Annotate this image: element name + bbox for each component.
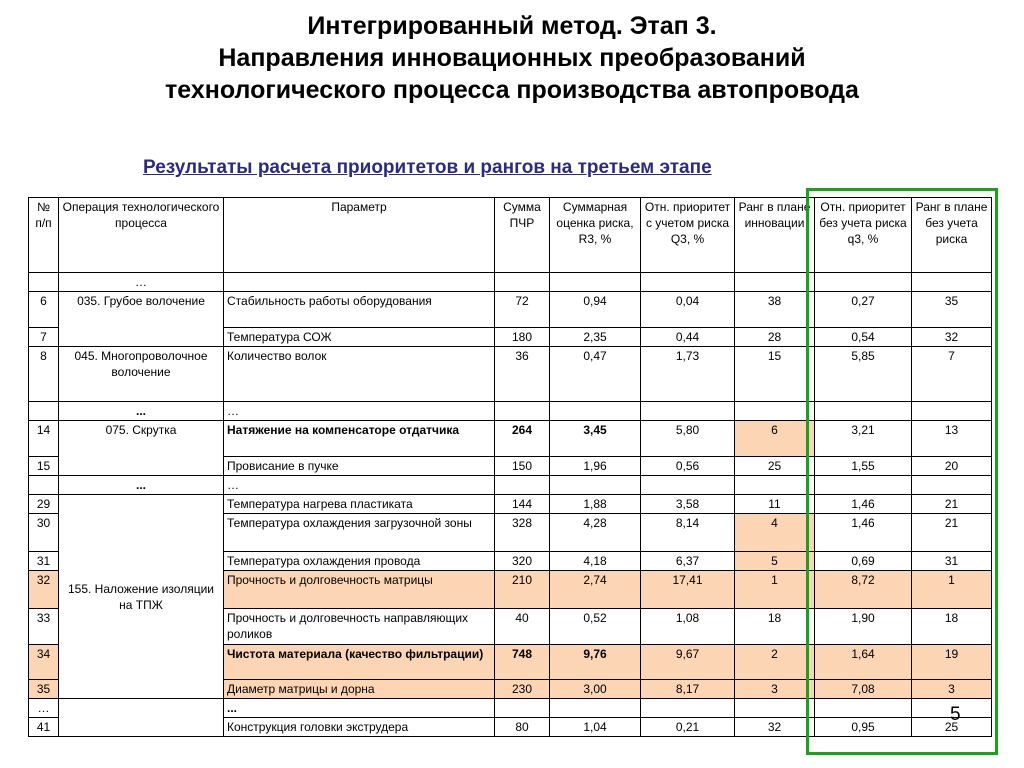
q3-cell: 0,44	[641, 328, 735, 347]
ellipsis-cell: …	[29, 699, 59, 718]
pchr-cell: 40	[495, 609, 550, 645]
rank-cell: 5	[735, 552, 815, 571]
param-cell: Температура нагрева пластиката	[224, 495, 495, 514]
ellipsis-cell: …	[59, 273, 224, 292]
param-cell: Диаметр матрицы и дорна	[224, 680, 495, 699]
ellipsis-row	[29, 273, 992, 292]
q3n-cell: 8,72	[815, 571, 912, 609]
rank-cell: 38	[735, 292, 815, 328]
row-num: 33	[29, 609, 59, 645]
pchr-cell: 180	[495, 328, 550, 347]
priorities-table	[28, 197, 992, 737]
param-cell: Температура охлаждения провода	[224, 552, 495, 571]
rankn-cell: 13	[912, 421, 992, 457]
risk-cell: 2,74	[550, 571, 641, 609]
q3n-cell: 0,69	[815, 552, 912, 571]
rank-cell: 25	[735, 457, 815, 476]
table-row	[29, 495, 992, 514]
q3-cell: 8,14	[641, 514, 735, 552]
rank-cell: 1	[735, 571, 815, 609]
param-cell: Провисание в пучке	[224, 457, 495, 476]
table-header-row	[29, 198, 992, 273]
rank-cell: 11	[735, 495, 815, 514]
pchr-cell: 72	[495, 292, 550, 328]
q3n-cell: 7,08	[815, 680, 912, 699]
ellipsis-row	[29, 402, 992, 421]
table-row	[29, 421, 992, 457]
risk-cell: 1,04	[550, 718, 641, 737]
rankn-cell: 32	[912, 328, 992, 347]
q3n-cell: 0,54	[815, 328, 912, 347]
pchr-cell: 230	[495, 680, 550, 699]
table-row	[29, 292, 992, 328]
rankn-cell: 21	[912, 514, 992, 552]
row-num: 15	[29, 457, 59, 476]
header-rank: Ранг в плане инновации	[735, 198, 815, 273]
risk-cell: 0,52	[550, 609, 641, 645]
risk-cell: 0,47	[550, 347, 641, 402]
rankn-cell: 7	[912, 347, 992, 402]
pchr-cell: 144	[495, 495, 550, 514]
rankn-cell: 21	[912, 495, 992, 514]
ellipsis-cell: ...	[59, 402, 224, 421]
row-num: 7	[29, 328, 59, 347]
param-cell: Прочность и долговечность матрицы	[224, 571, 495, 609]
param-cell: Натяжение на компенсаторе отдатчика	[224, 421, 495, 457]
q3-cell: 0,04	[641, 292, 735, 328]
ellipsis-row	[29, 699, 992, 718]
header-param: Параметр	[224, 198, 495, 273]
header-sum-pchr: Сумма ПЧР	[495, 198, 550, 273]
table-row	[29, 347, 992, 402]
param-cell: Температура СОЖ	[224, 328, 495, 347]
param-cell: Количество волок	[224, 347, 495, 402]
header-num: № п/п	[29, 198, 59, 273]
ellipsis-cell: …	[224, 476, 495, 495]
pchr-cell: 264	[495, 421, 550, 457]
pchr-cell: 320	[495, 552, 550, 571]
q3-cell: 5,80	[641, 421, 735, 457]
operation-cell: 075. Скрутка	[59, 421, 224, 476]
q3n-cell: 1,46	[815, 495, 912, 514]
rankn-cell: 3	[912, 680, 992, 699]
pchr-cell: 328	[495, 514, 550, 552]
row-num: 34	[29, 645, 59, 680]
pchr-cell: 150	[495, 457, 550, 476]
risk-cell: 2,35	[550, 328, 641, 347]
header-prio-risk: Отн. приоритет с учетом риска Q3, %	[641, 198, 735, 273]
table-subtitle: Результаты расчета приоритетов и рангов на третьем этапе	[143, 157, 712, 178]
risk-cell: 3,00	[550, 680, 641, 699]
rankn-cell: 19	[912, 645, 992, 680]
operation-cell: 155. Наложение изоляции на ТПЖ	[59, 495, 224, 699]
pchr-cell: 36	[495, 347, 550, 402]
q3-cell: 0,56	[641, 457, 735, 476]
title-line-2: Направления инновационных преобразований	[218, 44, 806, 72]
q3n-cell: 1,46	[815, 514, 912, 552]
ellipsis-cell: ...	[59, 476, 224, 495]
rank-cell: 32	[735, 718, 815, 737]
header-risk: Суммарная оценка риска, R3, %	[550, 198, 641, 273]
q3-cell: 0,21	[641, 718, 735, 737]
q3n-cell: 0,95	[815, 718, 912, 737]
row-num: 31	[29, 552, 59, 571]
param-cell: Температура охлаждения загрузочной зоны	[224, 514, 495, 552]
rankn-cell: 31	[912, 552, 992, 571]
row-num: 32	[29, 571, 59, 609]
slide-title	[0, 10, 1024, 106]
title-line-3: технологического процесса производства автопровода	[165, 76, 859, 104]
row-num: 6	[29, 292, 59, 328]
param-cell: Чистота материала (качество фильтрации)	[224, 645, 495, 680]
param-cell: Стабильность работы оборудования	[224, 292, 495, 328]
ellipsis-cell: ...	[224, 699, 495, 718]
q3n-cell: 0,27	[815, 292, 912, 328]
q3-cell: 8,17	[641, 680, 735, 699]
q3-cell: 1,08	[641, 609, 735, 645]
q3n-cell: 5,85	[815, 347, 912, 402]
pchr-cell: 80	[495, 718, 550, 737]
rankn-cell: 1	[912, 571, 992, 609]
risk-cell: 9,76	[550, 645, 641, 680]
pchr-cell: 748	[495, 645, 550, 680]
q3n-cell: 1,55	[815, 457, 912, 476]
rank-cell: 6	[735, 421, 815, 457]
risk-cell: 4,28	[550, 514, 641, 552]
q3-cell: 6,37	[641, 552, 735, 571]
q3-cell: 17,41	[641, 571, 735, 609]
operation-cell: 035. Грубое волочение	[59, 292, 224, 347]
header-prio-norisk: Отн. приоритет без учета риска q3, %	[815, 198, 912, 273]
page-number: 5	[950, 704, 961, 725]
q3n-cell: 1,64	[815, 645, 912, 680]
rank-cell: 15	[735, 347, 815, 402]
ellipsis-cell: …	[224, 402, 495, 421]
row-num: 29	[29, 495, 59, 514]
q3n-cell: 3,21	[815, 421, 912, 457]
rank-cell: 28	[735, 328, 815, 347]
header-rank-norisk: Ранг в плане без учета риска	[912, 198, 992, 273]
row-num: 41	[29, 718, 59, 737]
rankn-cell: 18	[912, 609, 992, 645]
risk-cell: 3,45	[550, 421, 641, 457]
ellipsis-row	[29, 476, 992, 495]
q3-cell: 9,67	[641, 645, 735, 680]
rank-cell: 3	[735, 680, 815, 699]
q3-cell: 1,73	[641, 347, 735, 402]
risk-cell: 1,88	[550, 495, 641, 514]
rankn-cell: 20	[912, 457, 992, 476]
operation-cell: 045. Многопроволочное волочение	[59, 347, 224, 402]
q3-cell: 3,58	[641, 495, 735, 514]
risk-cell: 1,96	[550, 457, 641, 476]
pchr-cell: 210	[495, 571, 550, 609]
q3n-cell: 1,90	[815, 609, 912, 645]
header-operation: Операция технологического процесса	[59, 198, 224, 273]
row-num: 8	[29, 347, 59, 402]
rankn-cell: 35	[912, 292, 992, 328]
title-line-1: Интегрированный метод. Этап 3.	[307, 12, 717, 40]
rank-cell: 4	[735, 514, 815, 552]
param-cell: Конструкция головки экструдера	[224, 718, 495, 737]
rank-cell: 2	[735, 645, 815, 680]
risk-cell: 4,18	[550, 552, 641, 571]
risk-cell: 0,94	[550, 292, 641, 328]
rank-cell: 18	[735, 609, 815, 645]
row-num: 35	[29, 680, 59, 699]
row-num: 30	[29, 514, 59, 552]
rankn-cell: 25	[912, 718, 992, 737]
row-num: 14	[29, 421, 59, 457]
param-cell: Прочность и долговечность направляющих роликов	[224, 609, 495, 645]
